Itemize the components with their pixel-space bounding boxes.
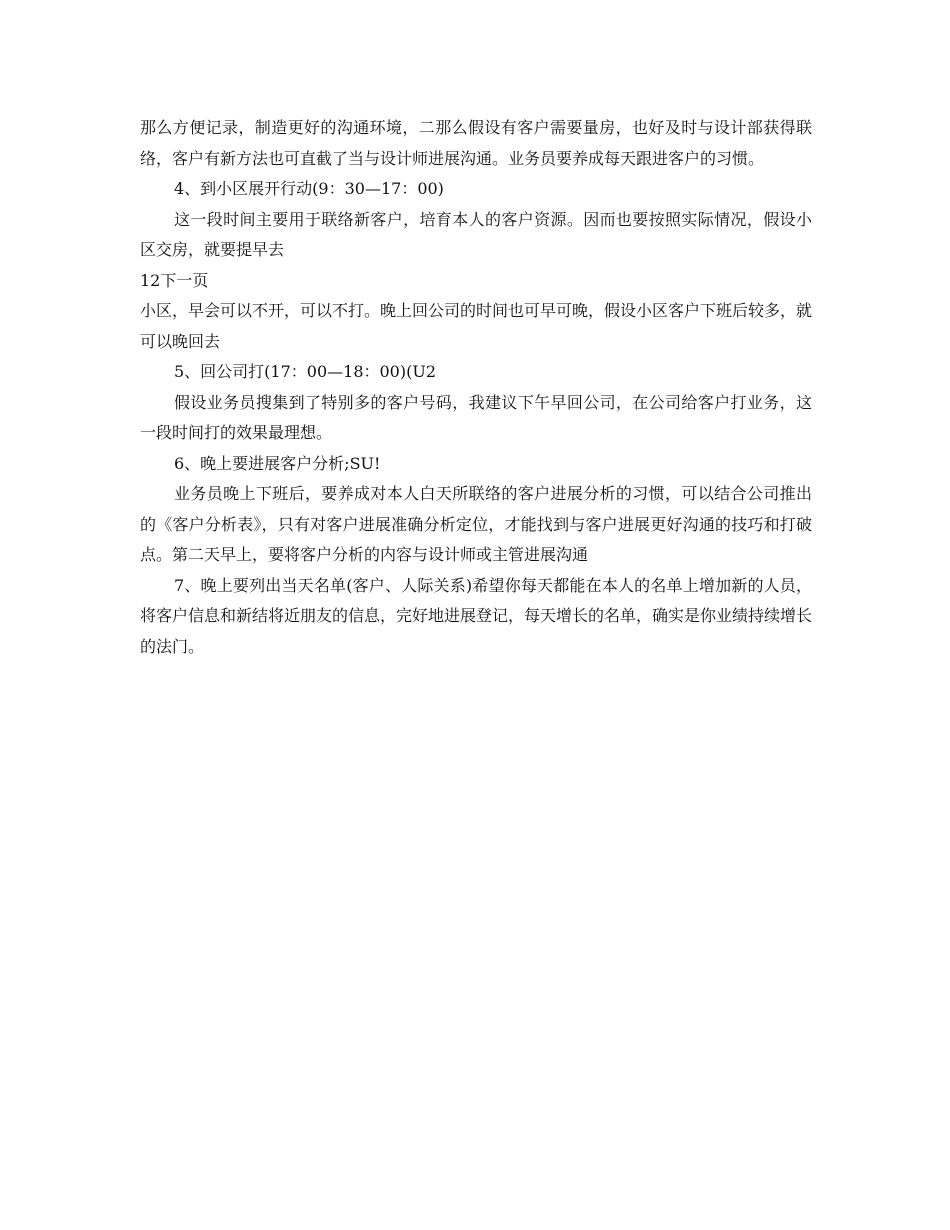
paragraph-communication-habit: 那么方便记录，制造更好的沟通环境，二那么假设有客户需要量房，也好及时与设计部获得联络，客户有新方法也可直截了当与设计师进展沟通。业务员要养成每天跟进客户的习惯。 [140, 118, 812, 168]
paragraph-customer-analysis: 业务员晚上下班后，要养成对本人白天所联络的客户进展分析的习惯，可以结合公司推出的《客户分析表》，只有对客户进展准确分析定位，才能找到与客户进展更好沟通的技巧和打破点。第二天早上，要将客户分析的内容与设计师或主管进展沟通 [140, 484, 812, 564]
heading-return-office: 5、回公司打(17：00—18：00)(U2 [174, 362, 437, 381]
paragraph-community-action: 这一段时间主要用于联络新客户，培育本人的客户资源。因而也要按照实际情况，假设小区交房，就要提早去 [140, 209, 812, 259]
heading-community-action: 4、到小区展开行动(9：30—17：00) [174, 179, 444, 198]
document-page [140, 113, 812, 662]
page-break-next-page: 12下一页 [140, 270, 209, 290]
heading-customer-analysis: 6、晚上要进展客户分析;SU! [174, 453, 381, 473]
paragraph-community-continued: 小区，早会可以不开，可以不打。晚上回公司的时间也可早可晚，假设小区客户下班后较多，就可以晚回去 [140, 301, 813, 351]
paragraph-daily-list: 7、晚上要列出当天名单(客户、人际关系)希望你每天都能在本人的名单上增加新的人员，将客户信息和新结将近朋友的信息，完好地进展登记，每天增长的名单，确实是你业绩持续增长的法门。 [140, 575, 813, 656]
paragraph-return-office: 假设业务员搜集到了特别多的客户号码，我建议下午早回公司，在公司给客户打业务，这一段时间打的效果最理想。 [140, 392, 812, 442]
